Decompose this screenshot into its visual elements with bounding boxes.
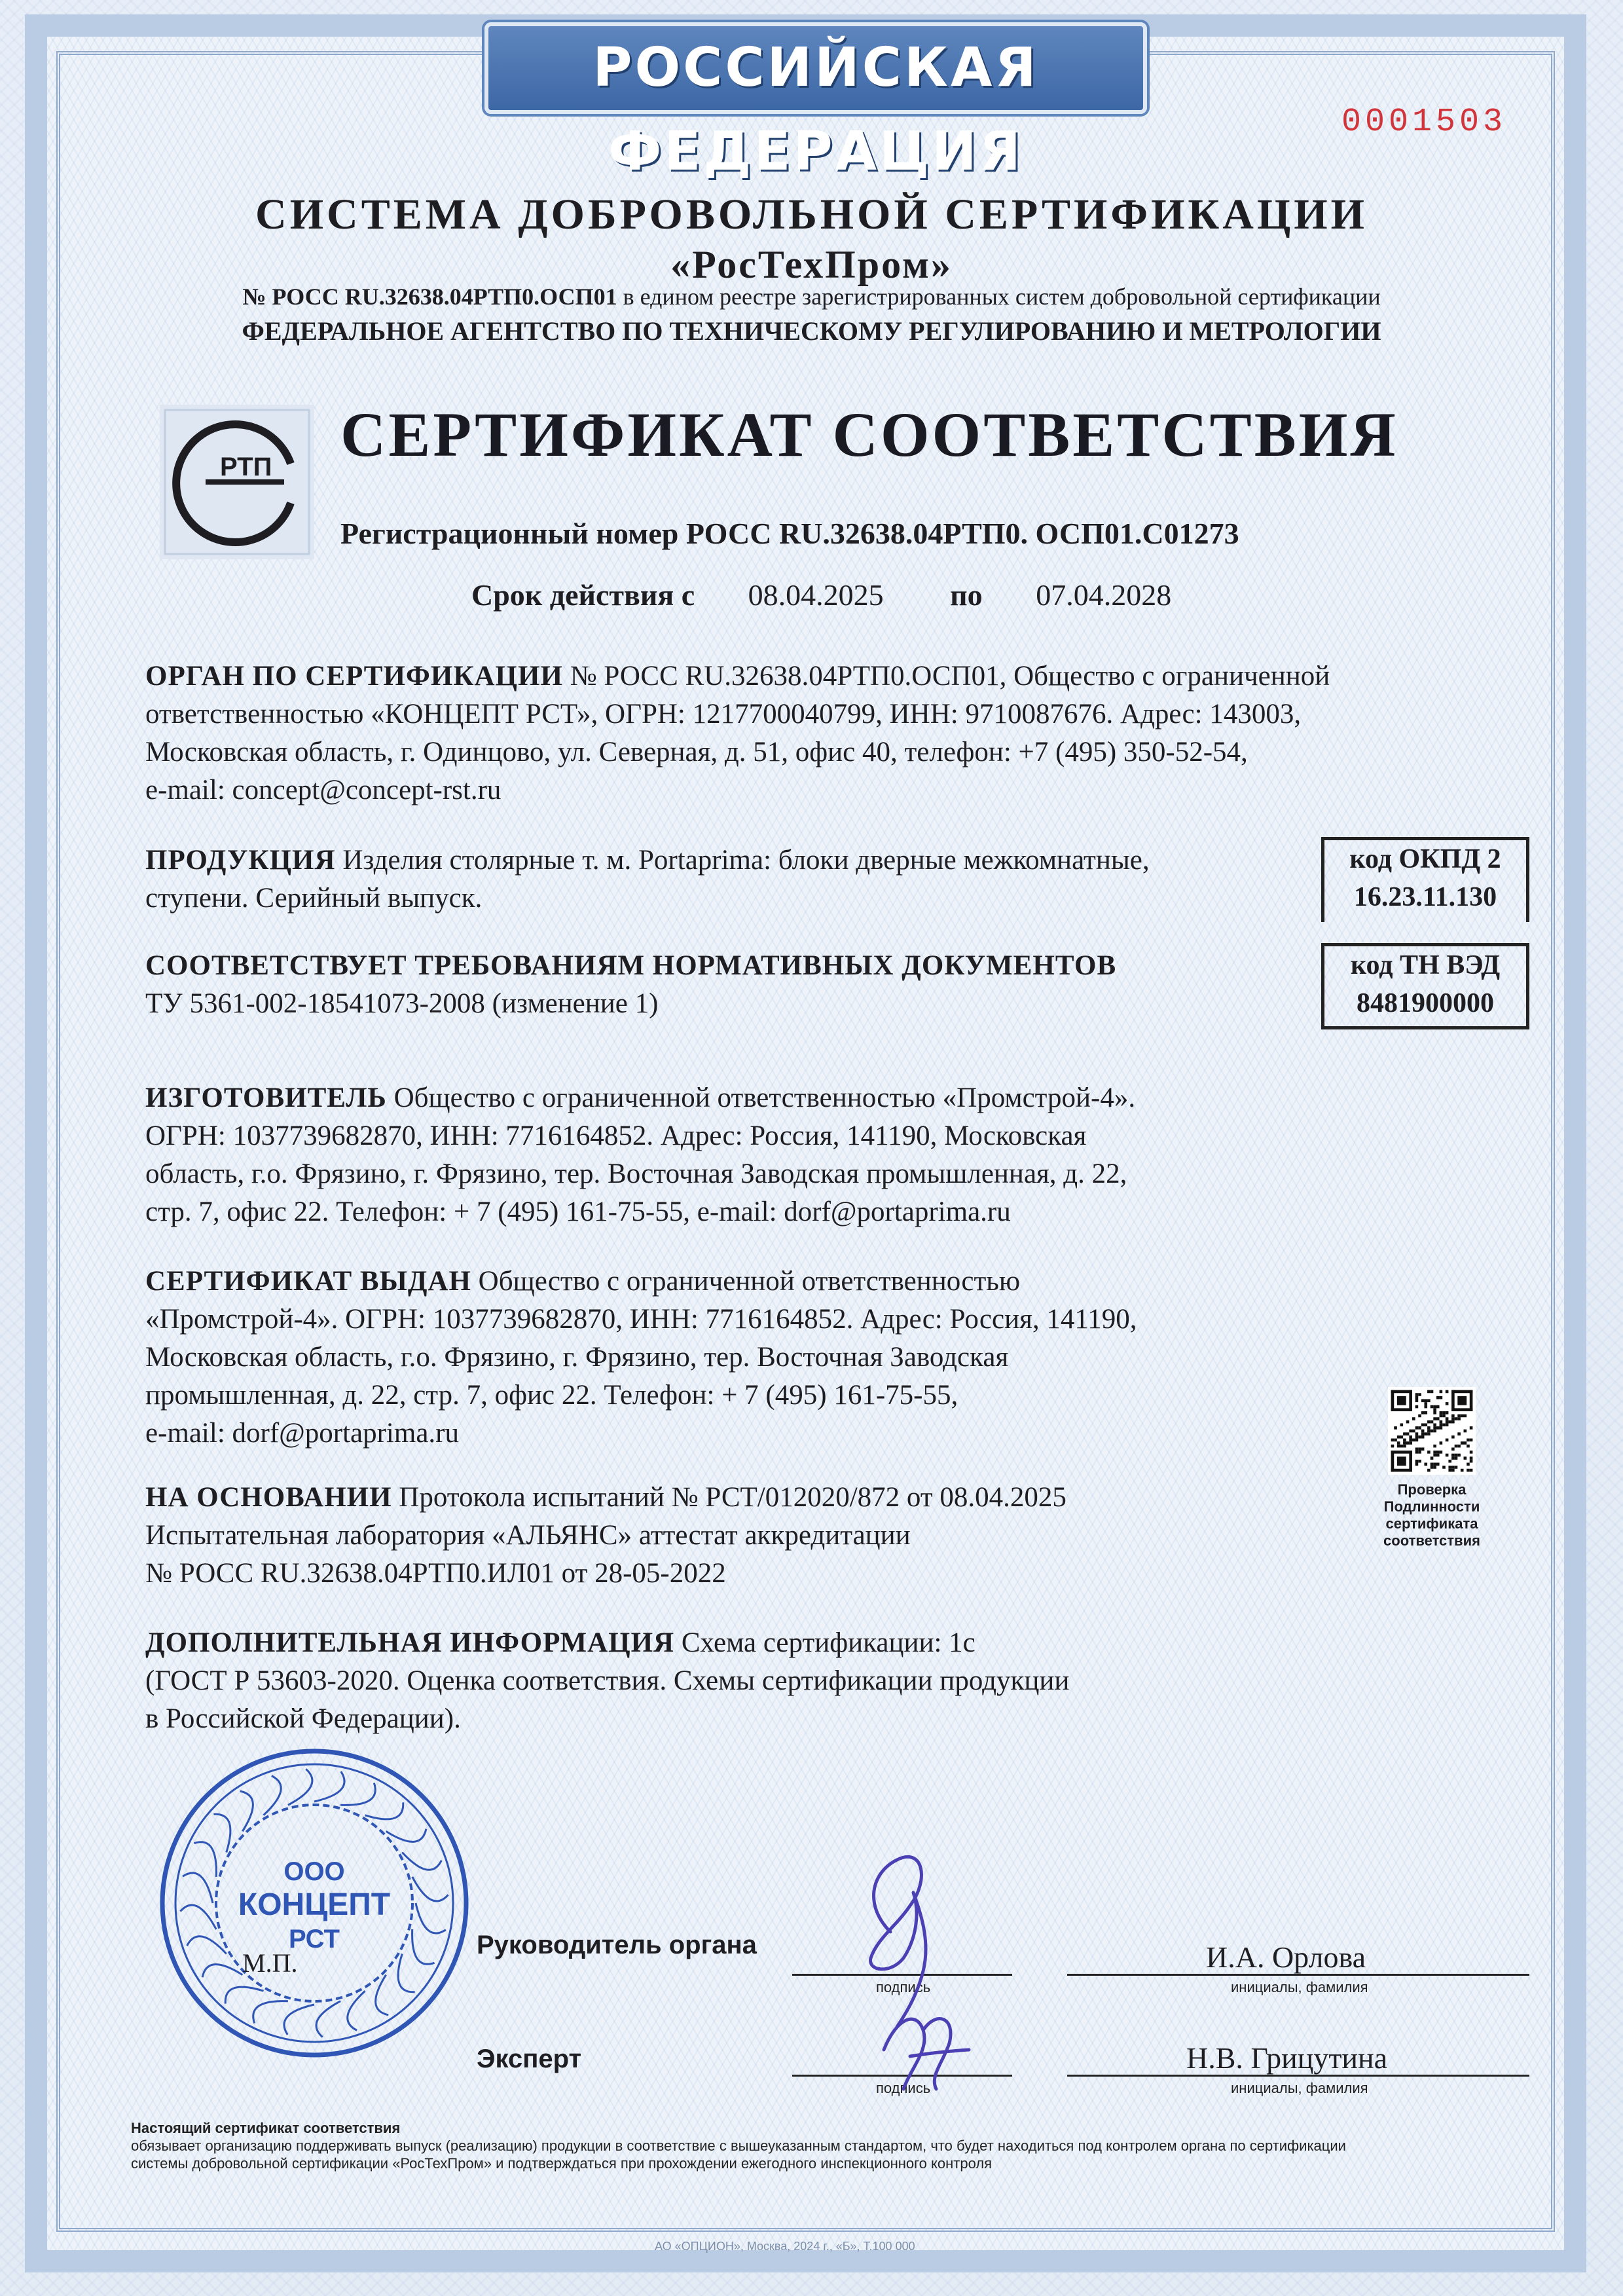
basis-line-2: Испытательная лаборатория «АЛЬЯНС» аттестат аккредитации <box>145 1520 911 1551</box>
stamp-ornament-stroke <box>213 1814 230 1852</box>
qr-module <box>1427 1390 1431 1394</box>
qr-module <box>1424 1423 1427 1426</box>
qr-module <box>1409 1451 1412 1472</box>
qr-module <box>1394 1426 1397 1430</box>
section-conformity <box>145 947 1311 1023</box>
qr-module <box>1467 1445 1470 1448</box>
serial-number: 0001503 <box>1341 103 1506 141</box>
qr-module <box>1451 1447 1455 1451</box>
qr-module <box>1415 1460 1419 1463</box>
qr-module <box>1451 1420 1455 1424</box>
stamp-ornament-stroke <box>240 1791 253 1831</box>
issued-line-3: Московская область, г.о. Фрязино, г. Фрязино, тер. Восточная Заводская <box>145 1342 1009 1373</box>
agency-name: ФЕДЕРАЛЬНОЕ АГЕНТСТВО ПО ТЕХНИЧЕСКОМУ РЕГУЛИРОВАНИЮ И МЕТРОЛОГИИ <box>242 316 1381 346</box>
qr-module <box>1409 1430 1412 1433</box>
qr-module <box>1446 1439 1449 1442</box>
head-name-caption: инициалы, фамилия <box>1231 1979 1368 1995</box>
organ-line-1 <box>145 657 1533 695</box>
stamp-text-line-1: ООО <box>283 1857 345 1886</box>
qr-module <box>1409 1435 1412 1439</box>
stamp-ornament-stroke <box>412 1929 435 1964</box>
qr-module <box>1440 1415 1443 1418</box>
qr-module <box>1464 1415 1467 1418</box>
qr-module <box>1455 1417 1458 1420</box>
qr-module <box>1421 1447 1425 1451</box>
qr-module <box>1391 1451 1395 1472</box>
qr-module <box>1470 1460 1473 1463</box>
section-issued-to <box>145 1263 1311 1453</box>
country-banner <box>484 22 1147 183</box>
certificate-title: СЕРТИФИКАТ СООТВЕТСТВИЯ <box>340 399 1398 470</box>
issued-text-1: Общество с ограниченной ответственностью <box>471 1266 1020 1297</box>
basis-heading: НА ОСНОВАНИИ <box>145 1482 392 1513</box>
manufacturer-line-3: область, г.о. Фрязино, г. Фрязино, тер. Восточная Заводская промышленная, д. 22, <box>145 1158 1127 1189</box>
qr-module <box>1394 1439 1397 1442</box>
conformity-heading-text: СООТВЕТСТВУЕТ ТРЕБОВАНИЯМ НОРМАТИВНЫХ ДОКУМЕНТОВ <box>145 950 1117 981</box>
qr-module <box>1409 1390 1412 1411</box>
qr-module <box>1397 1435 1400 1439</box>
expert-name-caption: инициалы, фамилия <box>1231 2080 1368 2096</box>
qr-module <box>1391 1451 1412 1454</box>
qr-module <box>1451 1390 1455 1411</box>
tnved-code-value: 8481900000 <box>1357 988 1494 1018</box>
qr-module <box>1421 1411 1425 1415</box>
qr-module <box>1391 1390 1412 1394</box>
organ-text-1: № РОСС RU.32638.04РТП0.ОСП01, Общество с ограниченной <box>562 661 1330 692</box>
qr-caption-line-2: Подлинности <box>1383 1498 1480 1515</box>
manufacturer-line-2: ОГРН: 1037739682870, ИНН: 7716164852. Адрес: Россия, 141190, Московская <box>145 1120 1087 1151</box>
stamp-ornament-stroke <box>187 1936 227 1954</box>
qr-module <box>1418 1460 1421 1463</box>
qr-module <box>1451 1435 1455 1439</box>
qr-module <box>1421 1432 1425 1435</box>
section-basis <box>145 1479 1311 1593</box>
qr-module <box>1461 1415 1464 1418</box>
organ-line-3: Московская область, г. Одинцово, ул. Северная, д. 51, офис 40, телефон: +7 (495) 350-52-54, <box>145 737 1248 768</box>
qr-module <box>1397 1456 1406 1466</box>
qr-module <box>1431 1405 1434 1409</box>
qr-module <box>1464 1430 1467 1433</box>
qr-module <box>1403 1439 1406 1442</box>
qr-module <box>1418 1426 1421 1430</box>
additional-line-1 <box>145 1624 1311 1662</box>
validity-to-label: по <box>950 578 983 612</box>
qr-module <box>1455 1445 1458 1448</box>
qr-module <box>1457 1415 1461 1418</box>
manufacturer-line-4: стр. 7, офис 22. Телефон: + 7 (495) 161-75-55, e-mail: dorf@portaprima.ru <box>145 1196 1011 1227</box>
printer-imprint: АО «ОПЦИОН», Москва, 2024 г., «Б», Т.100 000 <box>655 2240 915 2253</box>
qr-module <box>1415 1435 1419 1439</box>
manufacturer-heading: ИЗГОТОВИТЕЛЬ <box>145 1083 387 1113</box>
qr-module <box>1424 1411 1427 1415</box>
qr-module <box>1433 1423 1436 1426</box>
issued-heading: СЕРТИФИКАТ ВЫДАН <box>145 1266 471 1297</box>
qr-module <box>1470 1451 1473 1454</box>
okpd-code-value: 16.23.11.130 <box>1353 882 1497 912</box>
registry-line <box>0 283 1623 310</box>
expert-name-line <box>1067 2075 1529 2077</box>
qr-module <box>1400 1423 1403 1426</box>
qr-module <box>1448 1420 1451 1424</box>
qr-module <box>1421 1399 1425 1402</box>
product-text-1: Изделия столярные т. м. Portaprima: блоки дверные межкомнатные, <box>335 845 1150 876</box>
manufacturer-text-1: Общество с ограниченной ответственностью «Промстрой-4». <box>386 1083 1136 1113</box>
section-certification-body <box>145 657 1533 809</box>
qr-module <box>1431 1463 1434 1466</box>
system-name: «РосТехПром» <box>670 243 953 286</box>
stamp-ornament-stroke <box>376 1975 389 2015</box>
stamp-place-label: М.П. <box>242 1948 298 1978</box>
qr-module <box>1431 1466 1434 1469</box>
qr-module <box>1467 1439 1470 1442</box>
qr-module <box>1415 1405 1419 1409</box>
qr-module <box>1451 1415 1455 1418</box>
head-role-label: Руководитель органа <box>477 1931 757 1959</box>
qr-module <box>1440 1423 1443 1426</box>
issued-line-1 <box>145 1263 1311 1301</box>
product-line-2: ступени. Серийный выпуск. <box>145 883 483 914</box>
stamp-ornament-stroke <box>365 1802 403 1819</box>
footer-line-2: обязывает организацию поддерживать выпуск (реализацию) продукции в соответствие с вышеуказанным стандартом, что будет находиться под контролем органа по сертификации <box>131 2138 1346 2154</box>
qr-caption <box>1349 1481 1515 1549</box>
qr-module <box>1442 1411 1446 1415</box>
qr-module <box>1446 1411 1449 1415</box>
qr-module <box>1470 1439 1473 1442</box>
qr-module <box>1448 1460 1451 1463</box>
qr-module <box>1433 1417 1436 1420</box>
qr-module <box>1440 1451 1443 1454</box>
qr-module <box>1464 1441 1467 1445</box>
issued-line-2: «Промстрой-4». ОГРН: 1037739682870, ИНН: 7716164852. Адрес: Россия, 141190, <box>145 1304 1137 1335</box>
qr-module <box>1427 1451 1431 1454</box>
qr-module <box>1415 1426 1419 1430</box>
qr-module <box>1457 1432 1461 1435</box>
head-name-line <box>1067 1974 1529 1976</box>
qr-module <box>1418 1451 1421 1454</box>
qr-module <box>1433 1408 1436 1411</box>
qr-module <box>1470 1469 1473 1472</box>
qr-module <box>1415 1463 1419 1466</box>
qr-module <box>1451 1417 1455 1420</box>
section-additional-info <box>145 1624 1311 1738</box>
section-product <box>145 842 1311 917</box>
qr-module <box>1461 1441 1464 1445</box>
qr-module <box>1391 1445 1395 1448</box>
qr-code[interactable] <box>1388 1387 1476 1475</box>
qr-module <box>1403 1445 1406 1448</box>
additional-line-2: (ГОСТ Р 53603-2020. Оценка соответствия. Схемы сертификации продукции <box>145 1665 1070 1696</box>
qr-module <box>1397 1396 1406 1405</box>
stamp-ornament-stroke <box>402 1853 441 1870</box>
organ-line-4: e-mail: concept@concept-rst.ru <box>145 775 501 805</box>
qr-module <box>1446 1423 1449 1426</box>
qr-module <box>1391 1439 1395 1442</box>
qr-module <box>1415 1393 1419 1396</box>
qr-module <box>1433 1451 1436 1454</box>
qr-module <box>1412 1430 1415 1433</box>
registry-text: в едином реестре зарегистрированных систем добровольной сертификации <box>617 284 1381 310</box>
stamp-ornament-stroke <box>348 1991 365 2030</box>
head-signature-caption: подпись <box>876 1979 931 1995</box>
validity-period <box>471 578 1171 612</box>
system-title: СИСТЕМА ДОБРОВОЛЬНОЙ СЕРТИФИКАЦИИ <box>255 191 1368 238</box>
qr-module <box>1415 1439 1419 1442</box>
qr-module <box>1406 1432 1410 1435</box>
qr-module <box>1427 1432 1431 1435</box>
head-name: И.А. Орлова <box>1206 1940 1366 1974</box>
qr-module <box>1415 1447 1419 1451</box>
qr-module <box>1431 1390 1434 1394</box>
qr-module <box>1406 1441 1410 1445</box>
footer-note <box>131 2119 1532 2172</box>
qr-module <box>1424 1402 1427 1405</box>
qr-module <box>1406 1420 1410 1424</box>
qr-module <box>1446 1417 1449 1420</box>
qr-module <box>1440 1396 1443 1399</box>
qr-module <box>1400 1445 1403 1448</box>
qr-module <box>1448 1469 1451 1472</box>
qr-module <box>1436 1454 1440 1457</box>
stamp-ornament-stroke <box>253 2001 288 2024</box>
stamp-ornament-stroke <box>225 1987 263 2004</box>
expert-name: Н.В. Грицутина <box>1186 2041 1388 2075</box>
qr-module <box>1403 1441 1406 1445</box>
qr-module <box>1391 1408 1412 1411</box>
logo-text-top: РТП <box>220 453 272 481</box>
qr-module <box>1440 1426 1443 1430</box>
qr-module <box>1431 1430 1434 1433</box>
conformity-standard: ТУ 5361-002-18541073-2008 (изменение 1) <box>145 988 659 1019</box>
qr-module <box>1451 1456 1455 1460</box>
issued-line-5: e-mail: dorf@portaprima.ru <box>145 1418 459 1449</box>
qr-module <box>1431 1456 1434 1460</box>
basis-text-1: Протокола испытаний № РСТ/012020/872 от 08.04.2025 <box>392 1482 1067 1513</box>
qr-module <box>1436 1405 1440 1409</box>
qr-module <box>1418 1435 1421 1439</box>
qr-module <box>1418 1447 1421 1451</box>
stamp-ornament-stroke <box>180 1905 216 1929</box>
tnved-code-box <box>1321 943 1529 1029</box>
certification-mark-logo <box>160 405 314 559</box>
qr-module <box>1415 1451 1419 1454</box>
qr-module <box>1442 1423 1446 1426</box>
stamp-ornament-stroke <box>398 1954 415 1992</box>
qr-module <box>1427 1399 1431 1402</box>
qr-module <box>1424 1432 1427 1435</box>
qr-module <box>1433 1411 1436 1415</box>
stamp-ornament-stroke <box>412 1877 448 1901</box>
qr-caption-line-4: соответствия <box>1383 1532 1480 1549</box>
qr-module <box>1418 1393 1421 1396</box>
qr-module <box>1391 1469 1412 1472</box>
okpd-code-label: код ОКПД 2 <box>1349 844 1501 874</box>
stamp-ornament-stroke <box>202 1965 242 1978</box>
qr-module <box>1433 1466 1436 1469</box>
product-line-1 <box>145 842 1311 880</box>
qr-module <box>1436 1451 1440 1454</box>
qr-module <box>1440 1390 1443 1394</box>
additional-line-3: в Российской Федерации). <box>145 1703 461 1734</box>
qr-module <box>1412 1439 1415 1442</box>
qr-module <box>1415 1399 1419 1402</box>
expert-signature-stroke <box>884 2019 969 2089</box>
qr-module <box>1451 1469 1455 1472</box>
qr-module <box>1457 1454 1461 1457</box>
qr-caption-line-1: Проверка <box>1397 1481 1467 1498</box>
qr-module <box>1451 1408 1472 1411</box>
qr-module <box>1431 1420 1434 1424</box>
okpd-code-box <box>1321 837 1529 922</box>
qr-module <box>1397 1441 1400 1445</box>
qr-module <box>1403 1432 1406 1435</box>
qr-module <box>1446 1454 1449 1457</box>
qr-module <box>1461 1469 1464 1472</box>
qr-module <box>1455 1454 1458 1457</box>
stamp-ornament-stroke <box>264 1776 282 1815</box>
expert-handwritten-signature <box>871 1991 976 2096</box>
stamp-ornament-stroke <box>340 1783 375 1805</box>
registration-number: Регистрационный номер РОСС RU.32638.04РТП0. ОСП01.С01273 <box>340 517 1239 550</box>
qr-module <box>1391 1390 1395 1411</box>
qr-module <box>1457 1396 1467 1405</box>
additional-text-1: Схема сертификации: 1с <box>674 1627 976 1658</box>
qr-module <box>1427 1430 1431 1433</box>
stamp-ornament-stroke <box>288 1769 312 1805</box>
qr-module <box>1470 1390 1473 1411</box>
qr-module <box>1467 1463 1470 1466</box>
qr-module <box>1451 1466 1455 1469</box>
banner-text: РОССИЙСКАЯ ФЕДЕРАЦИЯ <box>593 37 1039 183</box>
qr-module <box>1397 1445 1400 1448</box>
stamp-text-line-3: РСТ <box>288 1925 340 1953</box>
registry-number: № РОСС RU.32638.04РТП0.ОСП01 <box>242 284 617 310</box>
qr-module <box>1424 1405 1427 1409</box>
qr-module <box>1421 1435 1425 1439</box>
qr-module <box>1421 1423 1425 1426</box>
footer-line-3: системы добровольной сертификации «РосТехПром» и подтверждаться при прохождении ежегодного инспекционного контроля <box>131 2155 993 2172</box>
tnved-code-label: код ТН ВЭД <box>1350 950 1501 980</box>
footer-line-1: Настоящий сертификат соответствия <box>131 2120 401 2136</box>
qr-module <box>1433 1430 1436 1433</box>
qr-module <box>1467 1469 1470 1472</box>
basis-line-3: № РОСС RU.32638.04РТП0.ИЛ01 от 28-05-2022 <box>145 1558 726 1589</box>
qr-module <box>1470 1456 1473 1460</box>
stamp-ornament-stroke <box>284 2005 314 2035</box>
qr-module <box>1446 1420 1449 1424</box>
product-heading: ПРОДУКЦИЯ <box>145 845 336 876</box>
qr-module <box>1421 1430 1425 1433</box>
qr-module <box>1436 1417 1440 1420</box>
qr-module <box>1400 1435 1403 1439</box>
qr-module <box>1433 1454 1436 1457</box>
qr-module <box>1409 1439 1412 1442</box>
validity-label: Срок действия с <box>471 578 695 612</box>
qr-module <box>1440 1411 1443 1415</box>
manufacturer-line-1 <box>145 1079 1311 1117</box>
company-seal-stamp <box>151 1739 478 2067</box>
qr-module <box>1440 1420 1443 1424</box>
qr-module <box>1442 1466 1446 1469</box>
qr-module <box>1427 1469 1431 1472</box>
organ-heading: ОРГАН ПО СЕРТИФИКАЦИИ <box>145 661 563 692</box>
qr-module <box>1464 1456 1467 1460</box>
stamp-ornament-stroke <box>194 1842 216 1877</box>
qr-module <box>1415 1432 1419 1435</box>
qr-module <box>1436 1426 1440 1430</box>
qr-module <box>1455 1456 1458 1460</box>
organ-line-2: ответственностью «КОНЦЕПТ РСТ», ОГРН: 1217700040799, ИНН: 9710087676. Адрес: 143003, <box>145 699 1302 730</box>
qr-module <box>1427 1420 1431 1424</box>
qr-module <box>1415 1396 1419 1399</box>
stamp-ornament-stroke <box>386 1829 426 1842</box>
qr-caption-line-3: сертификата <box>1385 1515 1478 1532</box>
qr-module <box>1455 1466 1458 1469</box>
qr-module <box>1433 1463 1436 1466</box>
qr-module <box>1427 1426 1431 1430</box>
qr-module <box>1448 1466 1451 1469</box>
qr-module <box>1433 1405 1436 1409</box>
qr-module <box>1433 1426 1436 1430</box>
stamp-ornament-stroke <box>314 1771 344 1802</box>
expert-role-label: Эксперт <box>477 2045 582 2073</box>
qr-module <box>1457 1445 1461 1448</box>
issued-line-4: промышленная, д. 22, стр. 7, офис 22. Телефон: + 7 (495) 161-75-55, <box>145 1380 958 1411</box>
section-manufacturer <box>145 1079 1311 1231</box>
qr-module <box>1446 1390 1449 1394</box>
qr-module <box>1442 1415 1446 1418</box>
expert-signature-caption: подпись <box>876 2080 931 2096</box>
qr-module <box>1470 1426 1473 1430</box>
qr-module <box>1451 1454 1455 1457</box>
stamp-ornament-stroke <box>316 2001 340 2037</box>
valid-from: 08.04.2025 <box>748 578 884 612</box>
basis-line-1 <box>145 1479 1311 1517</box>
qr-module <box>1436 1463 1440 1466</box>
qr-module <box>1440 1441 1443 1445</box>
stamp-ornament-stroke <box>183 1873 213 1903</box>
qr-module <box>1412 1417 1415 1420</box>
stamp-text-line-2: КОНЦЕПТ <box>238 1887 391 1922</box>
conformity-heading <box>145 947 1311 985</box>
qr-module <box>1451 1390 1472 1394</box>
qr-module <box>1457 1417 1461 1420</box>
qr-module <box>1418 1415 1421 1418</box>
qr-module <box>1433 1445 1436 1448</box>
valid-to: 07.04.2028 <box>1036 578 1172 612</box>
qr-module <box>1424 1399 1427 1402</box>
qr-module <box>1436 1396 1440 1399</box>
qr-module <box>1409 1441 1412 1445</box>
qr-module <box>1446 1402 1449 1405</box>
qr-module <box>1424 1463 1427 1466</box>
stamp-ornament-stroke <box>416 1903 446 1933</box>
additional-heading: ДОПОЛНИТЕЛЬНАЯ ИНФОРМАЦИЯ <box>145 1627 675 1658</box>
